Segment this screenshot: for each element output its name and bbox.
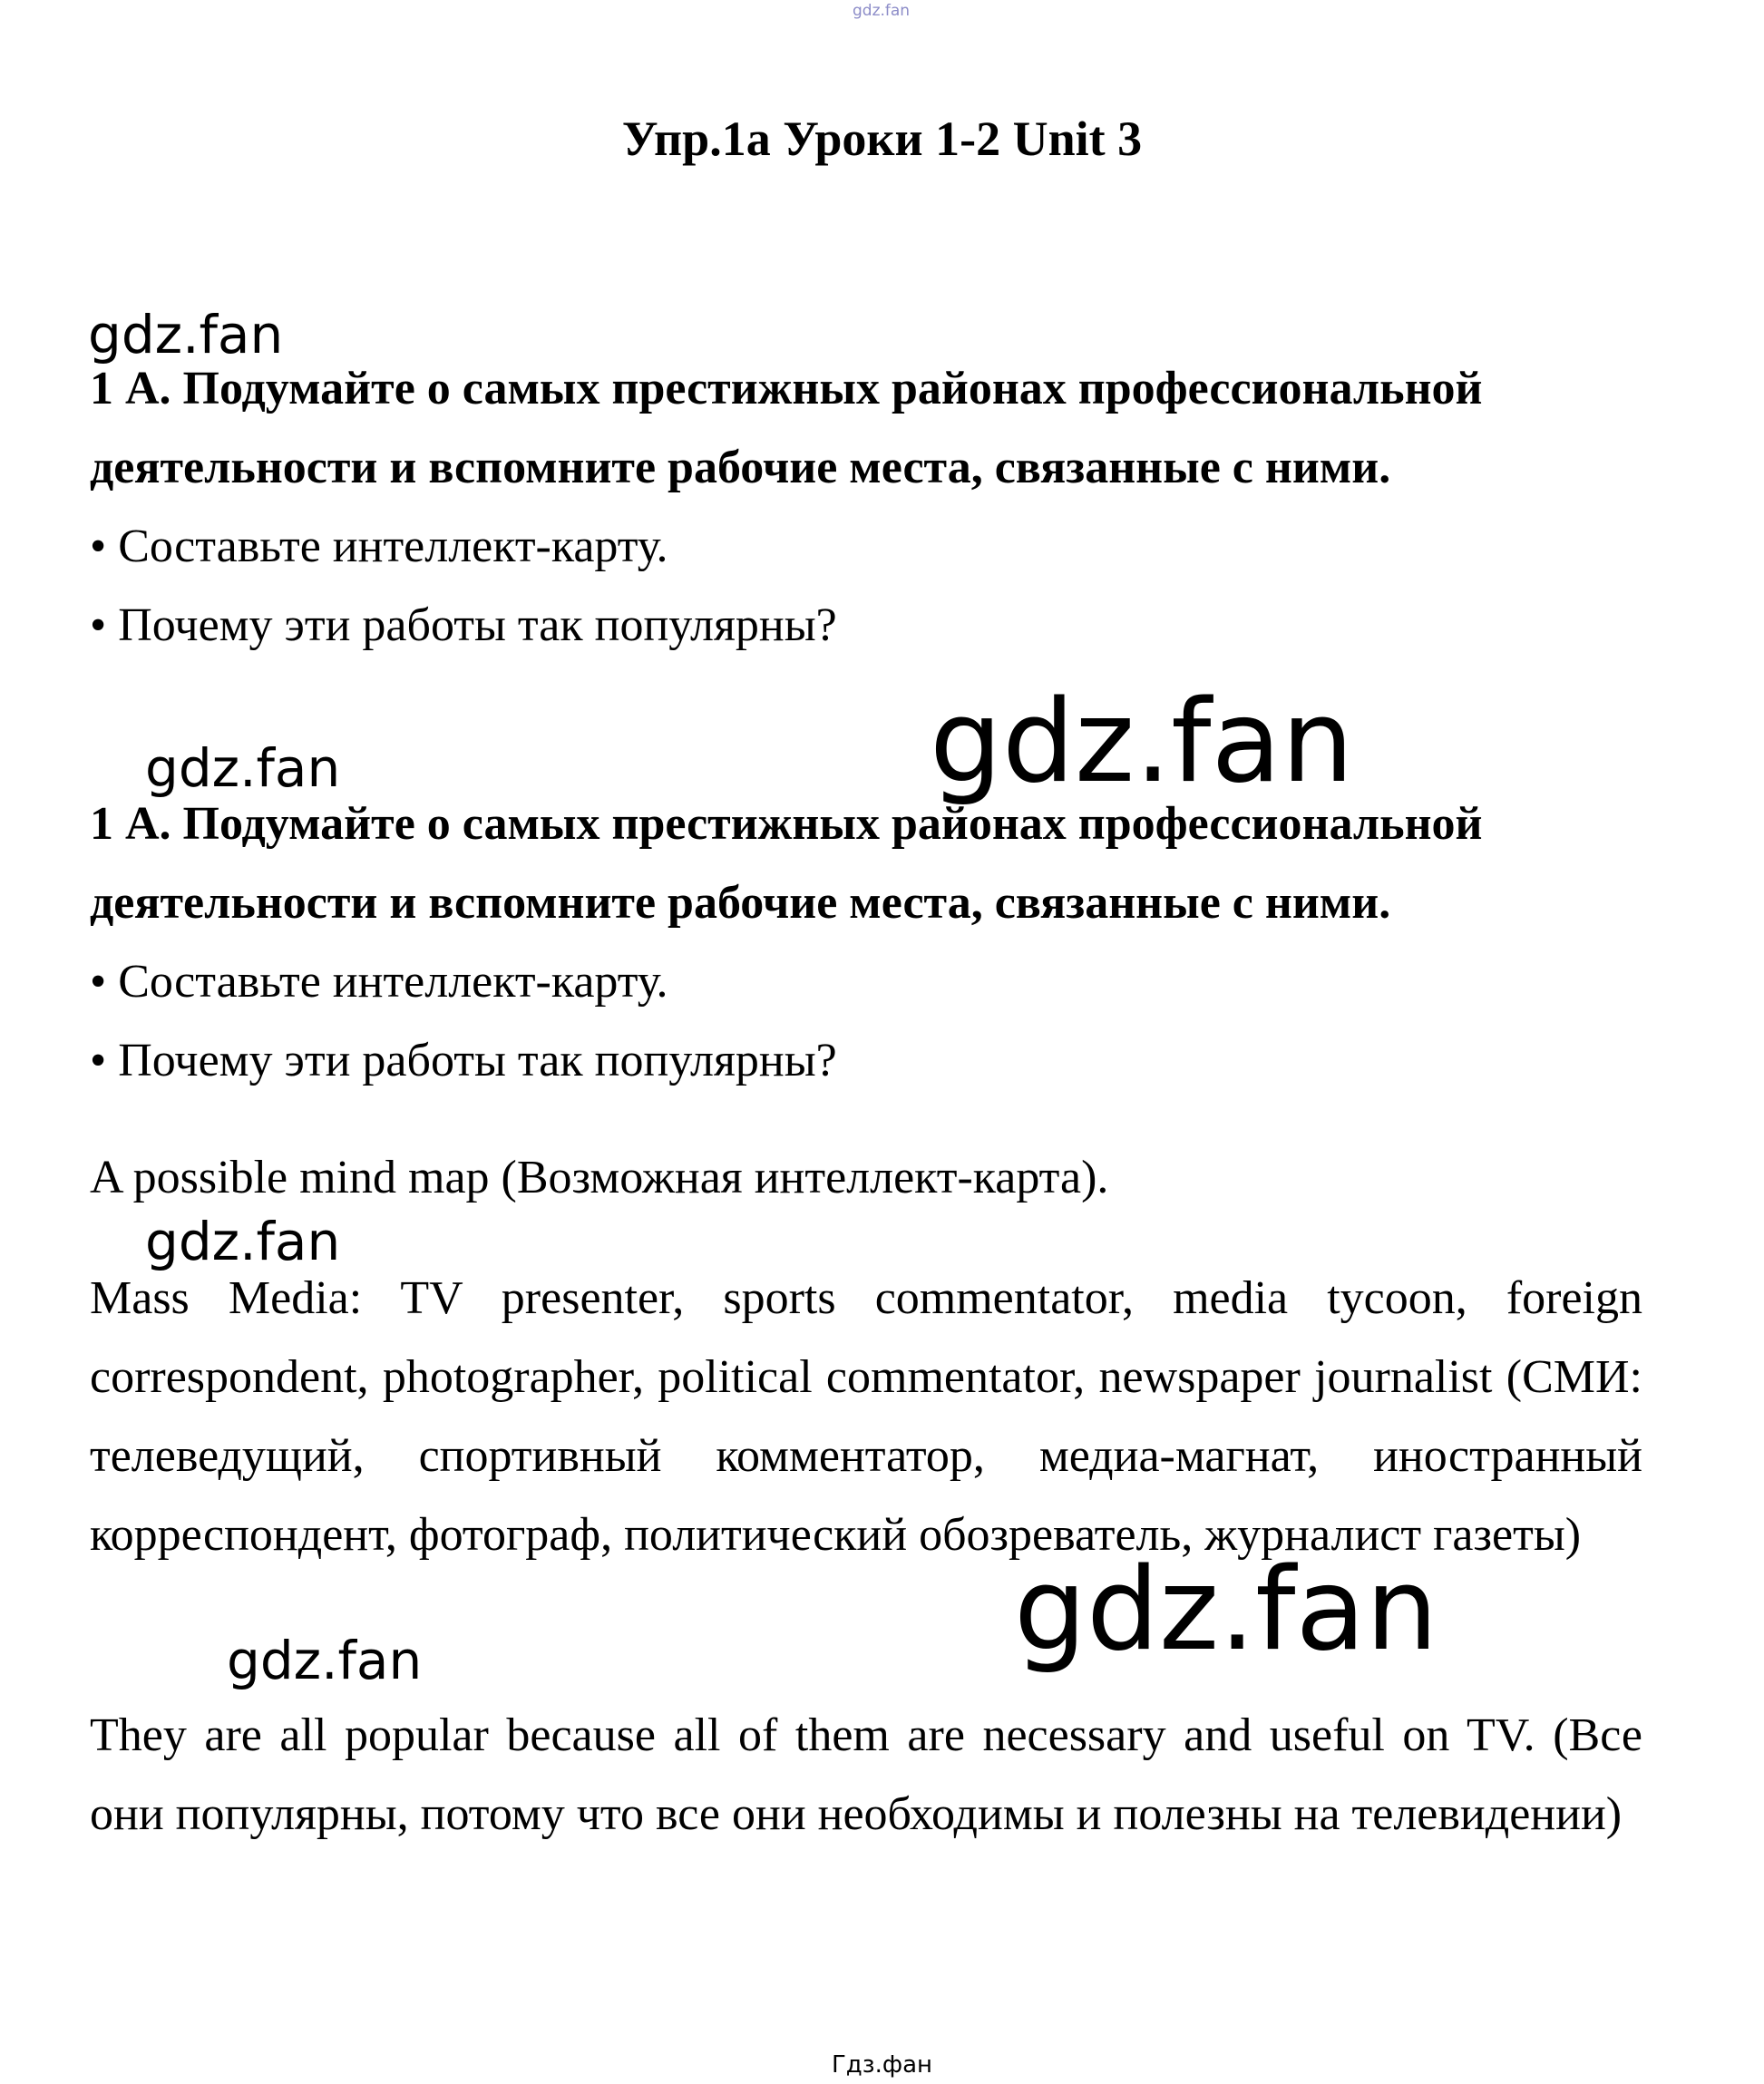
page-title: Упр.1а Уроки 1-2 Unit 3 bbox=[621, 112, 1143, 166]
watermark-text: gdz.fan bbox=[1014, 1543, 1438, 1676]
answer-mass-media: Mass Media: TV presenter, sports commentator, media tycoon, foreign correspondent, photographer, political commentator, newspaper journalist (СМИ: телеведущий, спортивный комментатор, медиа-магнат, иностранный корреспондент, фотограф, политический обозреватель, журналист газеты) bbox=[90, 1272, 1642, 1561]
task-heading: 1 А. Подумайте о самых престижных районах профессиональной деятельности и вспомните рабочие места, связанные с ними. bbox=[90, 798, 1483, 929]
task-bullet: • Почему эти работы так популярны? bbox=[90, 599, 837, 651]
watermark-text: gdz.fan bbox=[88, 304, 284, 365]
task-bullet: • Составьте интеллект-карту. bbox=[90, 956, 668, 1008]
answer-conclusion: They are all popular because all of them are necessary and useful on TV. (Все они популярны, потому что все они необходимы и полезны на телевидении) bbox=[90, 1709, 1642, 1840]
answer-mass-media-block bbox=[90, 1259, 1642, 1574]
task-bullet: • Составьте интеллект-карту. bbox=[90, 521, 668, 572]
task-block-first bbox=[90, 349, 1642, 665]
watermark-text: gdz.fan bbox=[145, 1211, 341, 1272]
task-block-second bbox=[90, 784, 1642, 1100]
watermark-text: gdz.fan bbox=[930, 675, 1354, 808]
answer-intro-block bbox=[90, 1138, 1642, 1217]
top-watermark: gdz.fan bbox=[853, 2, 911, 20]
task-bullet: • Почему эти работы так популярны? bbox=[90, 1035, 837, 1086]
answer-intro: A possible mind map (Возможная интеллект-карта). bbox=[90, 1152, 1109, 1203]
footer-text: Гдз.фан bbox=[831, 2051, 933, 2079]
answer-conclusion-block bbox=[90, 1696, 1642, 1854]
watermark-text: gdz.fan bbox=[227, 1630, 423, 1691]
watermark-text: gdz.fan bbox=[145, 737, 341, 799]
task-heading: 1 А. Подумайте о самых престижных районах профессиональной деятельности и вспомните рабочие места, связанные с ними. bbox=[90, 363, 1483, 493]
